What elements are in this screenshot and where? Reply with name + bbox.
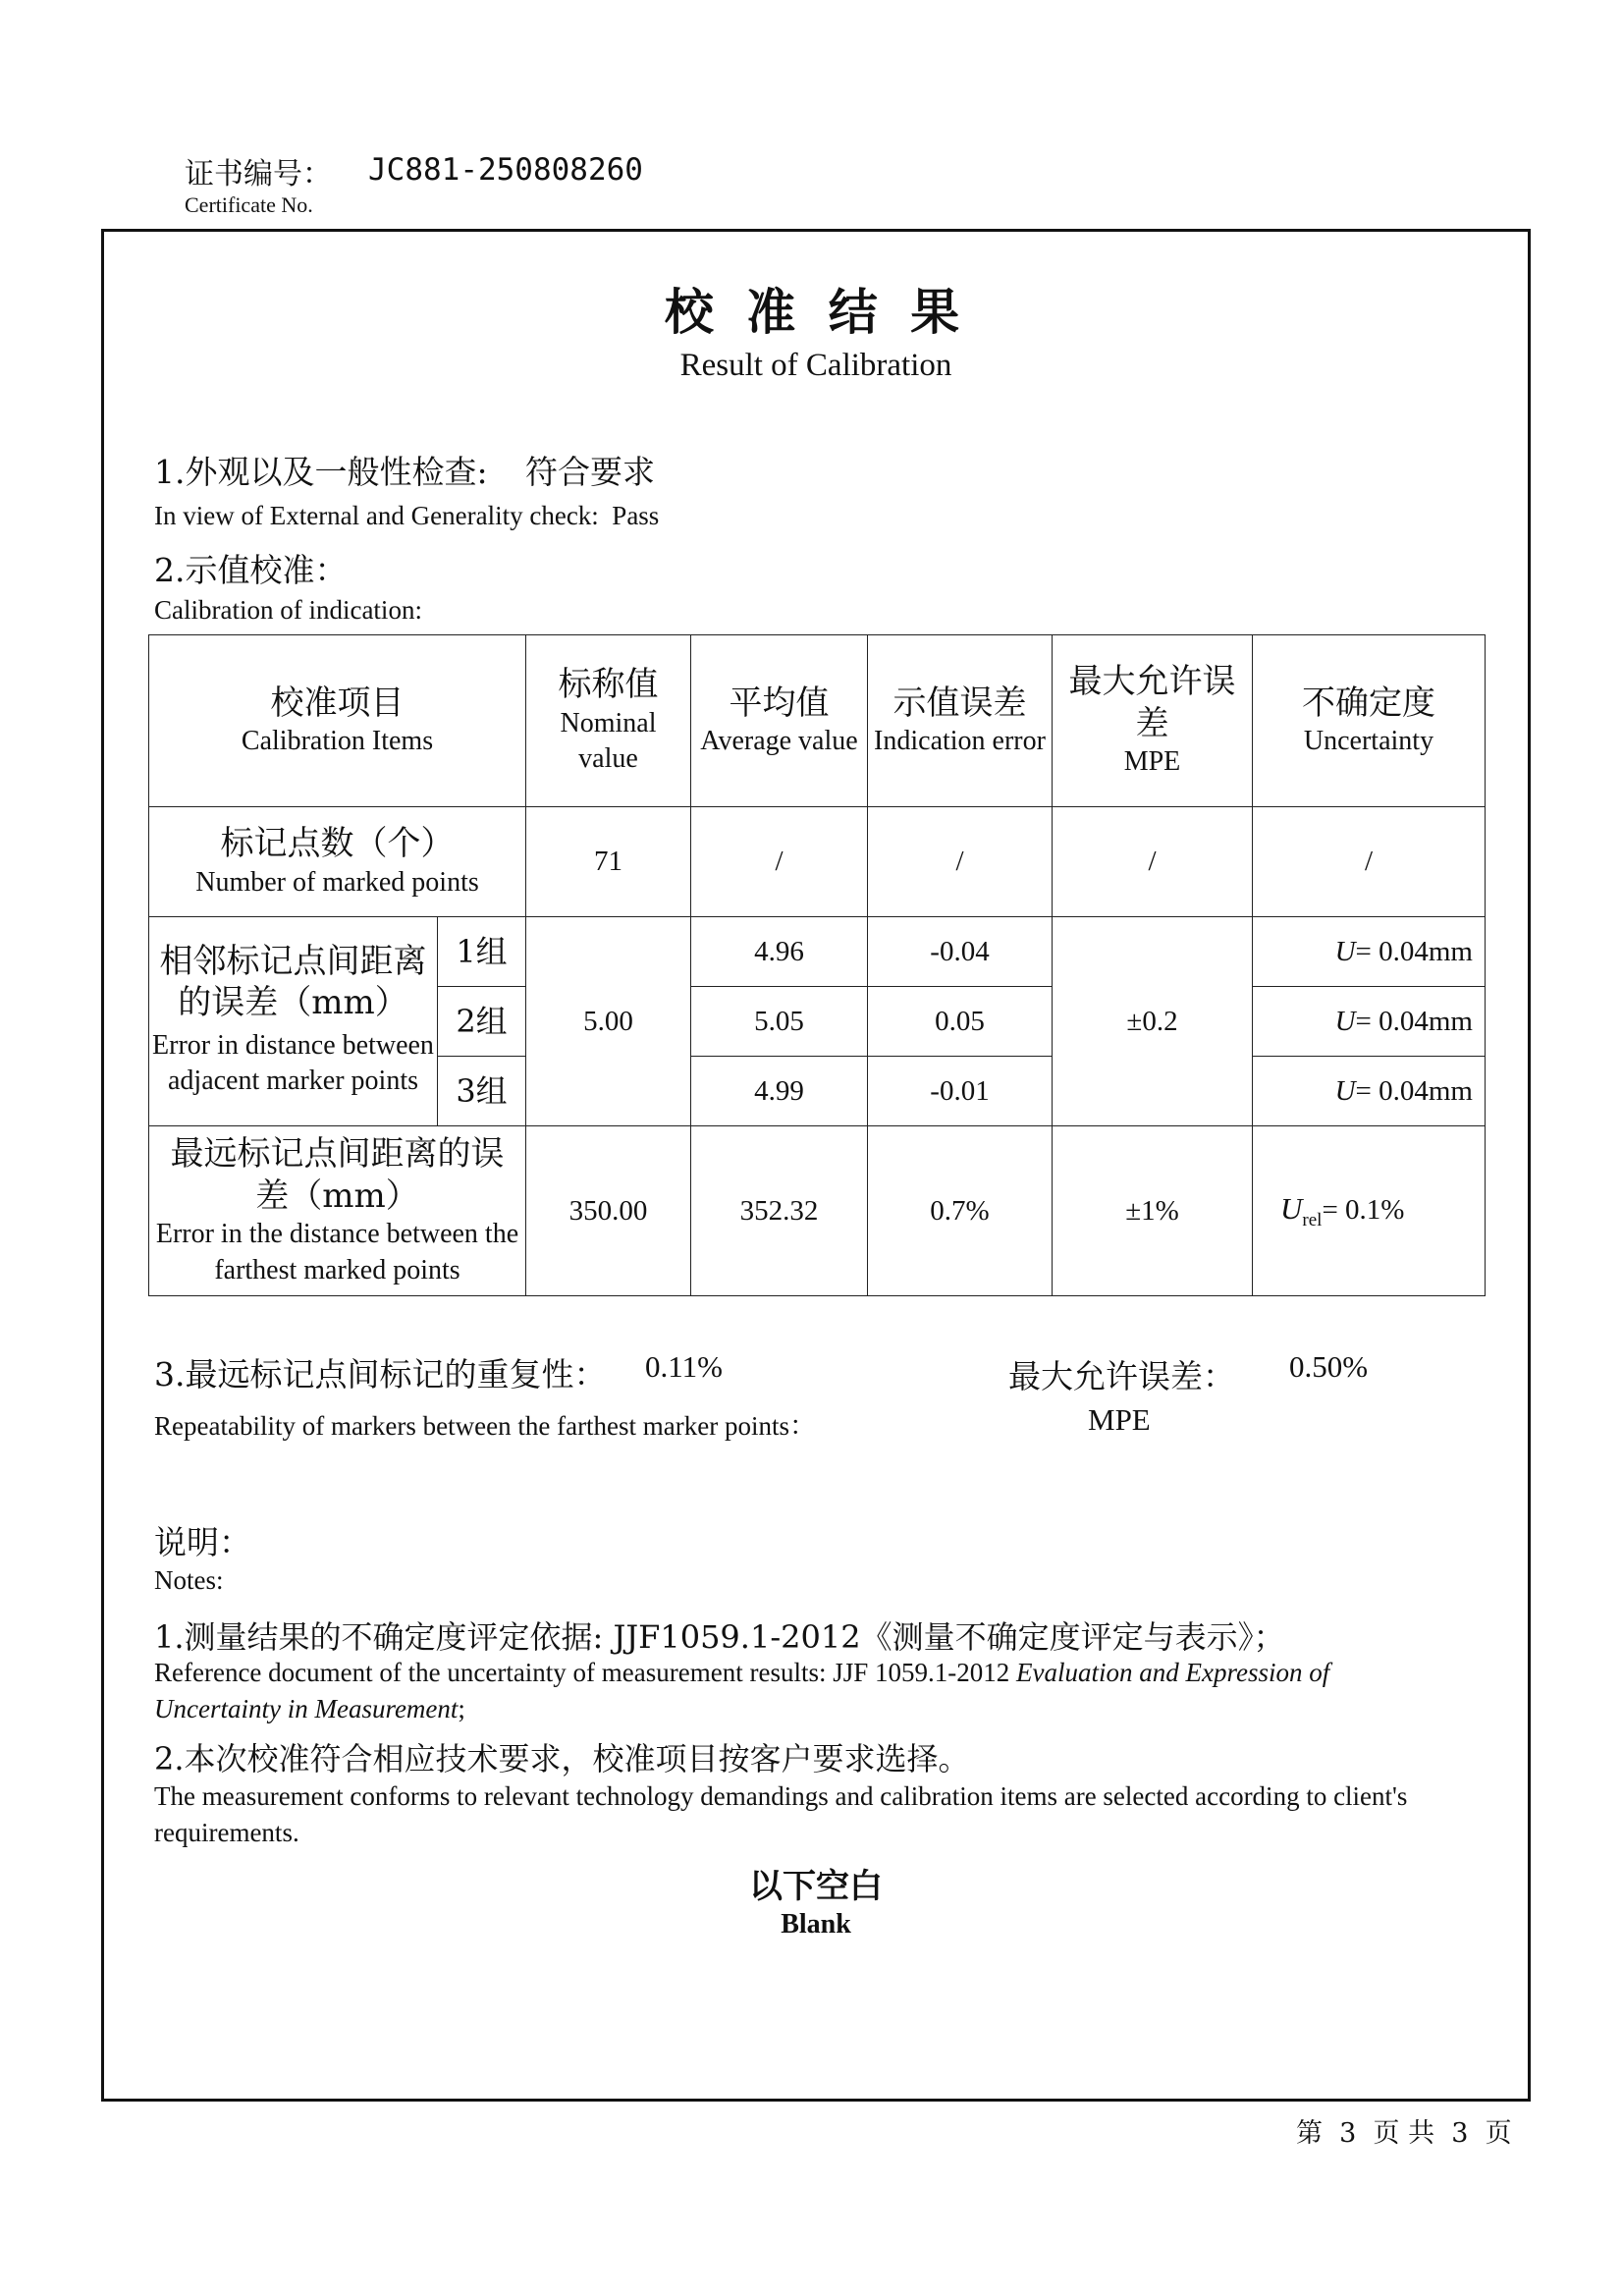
notes-title-en: Notes: <box>154 1565 224 1595</box>
section2-cn: 2.示值校准： <box>154 551 348 589</box>
header-nominal: 标称值 Nominal value <box>526 635 691 807</box>
calibration-table <box>148 634 1486 1296</box>
group-2-label: 2组 <box>438 987 526 1057</box>
row-farthest-mpe: ±1% <box>1053 1126 1253 1296</box>
cert-label-cn: 证书编号： <box>185 157 332 191</box>
row-adjacent-nominal: 5.00 <box>526 917 691 1126</box>
section1-cn-label: 1.外观以及一般性检查: <box>154 453 488 491</box>
group-2-uncertainty: U= 0.04mm <box>1253 987 1486 1057</box>
note1-en-line2: Uncertainty in Measurement; <box>154 1694 465 1723</box>
row-marked-nominal: 71 <box>526 807 691 917</box>
header-uncertainty: 不确定度 Uncertainty <box>1253 635 1486 807</box>
section3-cn: 3.最远标记点间标记的重复性： <box>154 1355 607 1394</box>
table-header-row <box>149 635 1486 807</box>
section3-value: 0.11% <box>645 1349 723 1384</box>
header-items: 校准项目 Calibration Items <box>149 635 526 807</box>
section1-en: In view of External and Generality check: Pass <box>154 501 660 530</box>
group-2-error: 0.05 <box>868 987 1053 1057</box>
row-marked-mpe: / <box>1053 807 1253 917</box>
row-farthest-average: 352.32 <box>691 1126 868 1296</box>
row-adjacent-mpe: ±0.2 <box>1053 917 1253 1126</box>
table-row <box>149 1126 1486 1296</box>
note2-cn: 2.本次校准符合相应技术要求，校准项目按客户要求选择。 <box>154 1740 970 1777</box>
row-marked-label: 标记点数（个） Number of marked points <box>149 807 526 917</box>
section3-mpe-en: MPE <box>1088 1402 1151 1437</box>
notes-title-cn: 说明： <box>154 1523 251 1561</box>
row-farthest-nominal: 350.00 <box>526 1126 691 1296</box>
row-adjacent-label: 相邻标记点间距离的误差（mm） Error in distance between adjacent marker points <box>149 917 438 1126</box>
blank-en: Blank <box>781 1909 851 1940</box>
section1-cn-value: 符合要求 <box>525 453 655 491</box>
cert-label-en: Certificate No. <box>185 192 313 217</box>
group-1-label: 1组 <box>438 917 526 987</box>
row-marked-error: / <box>868 807 1053 917</box>
note1-cn: 1.测量结果的不确定度评定依据: JJF1059.1-2012《测量不确定度评定与表示》； <box>154 1618 1285 1656</box>
page-number: 第 3 页 共 3 页 <box>1296 2118 1512 2149</box>
row-farthest-error: 0.7% <box>868 1126 1053 1296</box>
title-en: Result of Calibration <box>679 348 952 383</box>
blank-cn: 以下空白 <box>749 1867 883 1906</box>
cert-number: JC881-250808260 <box>368 152 643 188</box>
note1-en-line1: Reference document of the uncertainty of measurement results: JJF 1059.1-2012 Evaluation and Expression of <box>154 1658 1330 1687</box>
group-1-uncertainty: U= 0.04mm <box>1253 917 1486 987</box>
note2-en-line1: The measurement conforms to relevant technology demandings and calibration items are selected according to client's <box>154 1781 1408 1811</box>
header-average: 平均值 Average value <box>691 635 868 807</box>
table-row <box>149 917 1486 987</box>
group-1-error: -0.04 <box>868 917 1053 987</box>
row-farthest-label: 最远标记点间距离的误差（mm） Error in the distance between the farthest marked points <box>149 1126 526 1296</box>
section3-mpe-cn: 最大允许误差： <box>1008 1357 1235 1395</box>
group-1-average: 4.96 <box>691 917 868 987</box>
note2-en-line2: requirements. <box>154 1818 299 1847</box>
title-cn: 校 准 结 果 <box>664 283 968 341</box>
row-marked-uncertainty: / <box>1253 807 1486 917</box>
row-marked-average: / <box>691 807 868 917</box>
table-row <box>149 807 1486 917</box>
header-mpe: 最大允许误差 MPE <box>1053 635 1253 807</box>
section2-en: Calibration of indication: <box>154 595 422 625</box>
group-3-label: 3组 <box>438 1057 526 1126</box>
group-3-error: -0.01 <box>868 1057 1053 1126</box>
group-3-average: 4.99 <box>691 1057 868 1126</box>
section3-en: Repeatability of markers between the farthest marker points： <box>154 1411 817 1441</box>
group-2-average: 5.05 <box>691 987 868 1057</box>
row-farthest-uncertainty: $U_{rel}= 0.1\%$ <box>1253 1126 1486 1296</box>
group-3-uncertainty: U= 0.04mm <box>1253 1057 1486 1126</box>
header-error: 示值误差 Indication error <box>868 635 1053 807</box>
section3-mpe-value: 0.50% <box>1289 1349 1369 1384</box>
